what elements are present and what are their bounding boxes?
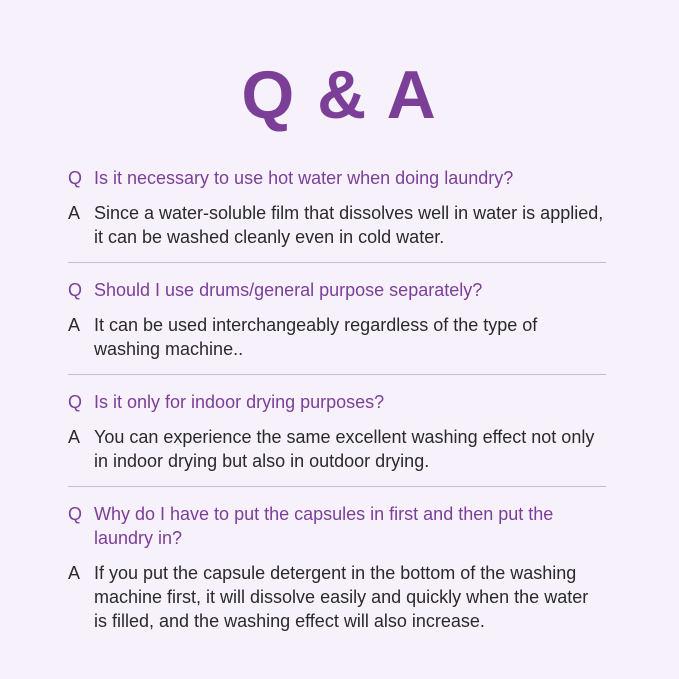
answer-row <box>68 201 606 249</box>
question-marker: Q <box>68 504 83 524</box>
answer-marker: A <box>68 563 81 583</box>
answer-marker: A <box>68 203 81 223</box>
question-text: Should I use drums/general purpose separately? <box>94 280 483 300</box>
answer-marker: A <box>68 427 81 447</box>
answer-text: If you put the capsule detergent in the bottom of the washing machine first, it will dissolve easily and quickly when the water is filled, and the washing effect will also increase. <box>94 563 589 631</box>
page-title: Q & A <box>241 57 438 133</box>
answer-row <box>68 313 606 361</box>
faq-list <box>68 166 606 661</box>
answer-marker: A <box>68 315 81 335</box>
answer-row <box>68 425 606 473</box>
question-row <box>68 502 606 550</box>
question-row <box>68 166 606 190</box>
question-marker: Q <box>68 280 83 300</box>
question-marker: Q <box>68 168 83 188</box>
answer-row <box>68 561 606 633</box>
question-row <box>68 390 606 414</box>
question-marker: Q <box>68 392 83 412</box>
faq-item <box>68 278 606 375</box>
faq-item <box>68 502 606 646</box>
question-text: Is it only for indoor drying purposes? <box>94 392 385 412</box>
answer-text: You can experience the same excellent washing effect not only in indoor drying but also in outdoor drying. <box>94 427 595 471</box>
question-row <box>68 278 606 302</box>
faq-item <box>68 166 606 263</box>
faq-item <box>68 390 606 487</box>
question-text: Why do I have to put the capsules in first and then put the laundry in? <box>94 504 554 548</box>
answer-text: Since a water-soluble film that dissolves well in water is applied, it can be washed cleanly even in cold water. <box>94 203 604 247</box>
question-text: Is it necessary to use hot water when doing laundry? <box>94 168 514 188</box>
answer-text: It can be used interchangeably regardless of the type of washing machine.. <box>94 315 538 359</box>
